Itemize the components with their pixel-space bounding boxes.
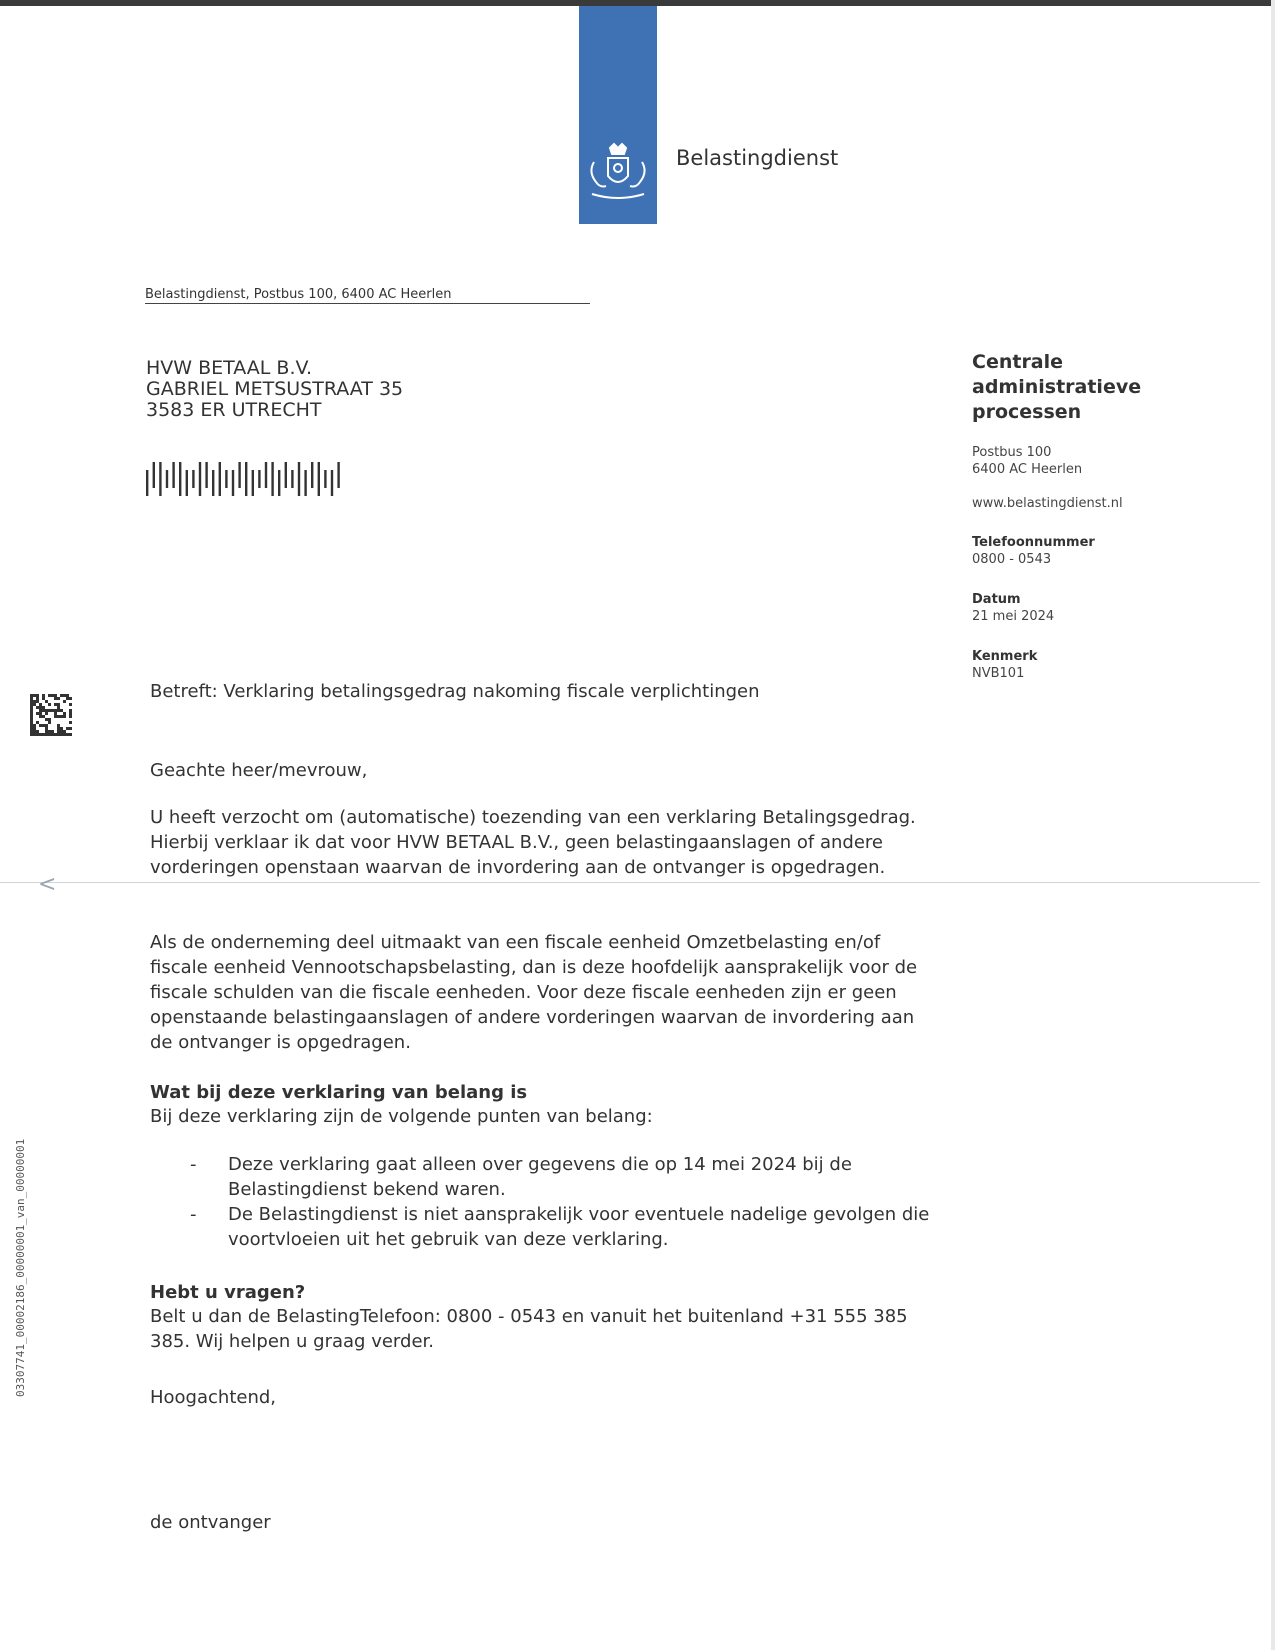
- datamatrix-cell: [33, 700, 36, 703]
- barcode-bar: [331, 470, 333, 496]
- datamatrix-cell: [66, 697, 69, 700]
- reference-block: [972, 648, 1037, 682]
- datamatrix-cell: [60, 694, 63, 697]
- datamatrix-cell: [39, 715, 42, 718]
- barcode-bar: [179, 462, 181, 496]
- datamatrix-cell: [36, 730, 39, 733]
- department-line-3: processen: [972, 401, 1082, 423]
- date-block: [972, 591, 1054, 625]
- datamatrix-cell: [42, 694, 45, 697]
- datamatrix-cell: [54, 697, 57, 700]
- barcode-bar: [304, 470, 306, 496]
- date-label: Datum: [972, 592, 1021, 607]
- datamatrix-cell: [39, 706, 42, 709]
- phone-value: 0800 - 0543: [972, 552, 1052, 567]
- datamatrix-cell: [63, 694, 66, 697]
- recipient-name: HVW BETAAL B.V.: [146, 357, 313, 379]
- datamatrix-cell: [42, 724, 45, 727]
- barcode-bar: [298, 462, 300, 496]
- barcode-bar: [318, 462, 320, 496]
- datamatrix-cell: [57, 709, 60, 712]
- letter-paragraph-2: Als de onderneming deel uitmaakt van een fiscale eenheid Omzetbelasting en/of fiscale eenheid Vennootschapsbelasting, dan is deze hoofdelijk aansprakelijk voor de fiscale schulden van die fiscale eenheden. Voor deze fiscale eenheden zijn er geen openstaande belastingaanslagen of andere vorderingen waarvan de invordering aan de ontvanger is opgedragen.: [150, 932, 918, 1053]
- datamatrix-cell: [69, 727, 72, 730]
- barcode-bar: [285, 462, 287, 488]
- datamatrix-cell: [57, 727, 60, 730]
- datamatrix-cell: [57, 697, 60, 700]
- datamatrix-cell: [45, 700, 48, 703]
- datamatrix-cell: [66, 733, 69, 736]
- sender-city: 6400 AC Heerlen: [972, 462, 1083, 477]
- datamatrix-cell: [54, 712, 57, 715]
- scan-right-edge: [1271, 0, 1275, 1650]
- datamatrix-cell: [57, 706, 60, 709]
- datamatrix-cell: [69, 703, 72, 706]
- datamatrix-cell: [54, 709, 57, 712]
- letter-closing: Hoogachtend,: [150, 1387, 277, 1408]
- datamatrix-cell: [42, 733, 45, 736]
- list-item: [150, 1202, 940, 1252]
- barcode-bar: [199, 462, 201, 496]
- datamatrix-cell: [39, 724, 42, 727]
- datamatrix-cell: [51, 733, 54, 736]
- datamatrix-cell: [48, 733, 51, 736]
- datamatrix-cell: [63, 712, 66, 715]
- datamatrix-cell: [63, 730, 66, 733]
- datamatrix-cell: [42, 697, 45, 700]
- datamatrix-cell: [36, 706, 39, 709]
- section-heading-questions: Hebt u vragen?: [150, 1282, 306, 1303]
- datamatrix-cell: [39, 712, 42, 715]
- list-item-text: De Belastingdienst is niet aansprakelijk voor eventuele nadelige gevolgen die voortvloeien uit het gebruik van deze verklaring.: [228, 1204, 930, 1250]
- barcode-bar: [205, 462, 207, 488]
- recipient-street: GABRIEL METSUSTRAAT 35: [146, 378, 404, 400]
- datamatrix-cell: [42, 706, 45, 709]
- datamatrix-cell: [54, 703, 57, 706]
- datamatrix-cell: [69, 733, 72, 736]
- barcode-bar: [232, 470, 234, 496]
- barcode-bar: [252, 470, 254, 496]
- section-intro-importance: Bij deze verklaring zijn de volgende punten van belang:: [150, 1106, 653, 1127]
- barcode-bar: [219, 462, 221, 496]
- reference-value: NVB101: [972, 666, 1025, 681]
- datamatrix-cell: [33, 724, 36, 727]
- datamatrix-cell: [48, 730, 51, 733]
- barcode-bar: [192, 470, 194, 488]
- barcode-bar: [186, 470, 188, 496]
- recipient-city: 3583 ER UTRECHT: [146, 399, 322, 421]
- barcode-bar: [291, 470, 293, 488]
- datamatrix-cell: [33, 694, 36, 697]
- datamatrix-cell: [30, 703, 33, 706]
- datamatrix-cell: [60, 709, 63, 712]
- datamatrix-cell: [60, 715, 63, 718]
- datamatrix-cell: [33, 730, 36, 733]
- datamatrix-cell: [39, 703, 42, 706]
- barcode-bar: [258, 470, 260, 488]
- sender-department: [972, 350, 1141, 425]
- datamatrix-cell: [42, 715, 45, 718]
- letter-paragraph-1: U heeft verzocht om (automatische) toezending van een verklaring Betalingsgedrag. Hierbij verklaar ik dat voor HVW BETAAL B.V., geen belastingaanslagen of andere vorderingen openstaan waarvan de invordering aan de ontvanger is opgedragen.: [150, 807, 916, 878]
- datamatrix-cell: [33, 727, 36, 730]
- datamatrix-cell: [36, 712, 39, 715]
- barcode-bar: [166, 470, 168, 488]
- datamatrix-cell: [57, 703, 60, 706]
- barcode-bar: [324, 470, 326, 488]
- phone-block: [972, 534, 1095, 568]
- datamatrix-cell: [39, 733, 42, 736]
- datamatrix-cell: [36, 694, 39, 697]
- datamatrix-cell: [45, 718, 48, 721]
- return-address-divider: [145, 303, 590, 304]
- datamatrix-cell: [45, 727, 48, 730]
- datamatrix-cell: [36, 700, 39, 703]
- list-item: [150, 1152, 940, 1202]
- bullet-dash: -: [190, 1154, 197, 1175]
- department-line-1: Centrale: [972, 351, 1064, 373]
- datamatrix-cell: [57, 733, 60, 736]
- datamatrix-cell: [33, 733, 36, 736]
- crest-icon: [584, 142, 652, 206]
- document-side-id: 03307741_00002186_00000001_van_00000001: [14, 1138, 27, 1397]
- datamatrix-cell: [30, 715, 33, 718]
- datamatrix-cell: [30, 724, 33, 727]
- barcode-bar: [245, 462, 247, 496]
- datamatrix-cell: [63, 733, 66, 736]
- section-heading-importance: Wat bij deze verklaring van belang is: [150, 1082, 528, 1103]
- datamatrix-cell: [54, 715, 57, 718]
- datamatrix-cell: [54, 694, 57, 697]
- datamatrix-cell: [45, 733, 48, 736]
- barcode-bar: [265, 462, 267, 488]
- fold-line: [0, 882, 1260, 883]
- datamatrix-cell: [60, 733, 63, 736]
- barcode-bar: [159, 462, 161, 496]
- datamatrix-cell: [57, 715, 60, 718]
- barcode-bar: [271, 462, 273, 496]
- datamatrix-cell: [30, 709, 33, 712]
- importance-list: [150, 1152, 940, 1252]
- datamatrix-cell: [42, 709, 45, 712]
- datamatrix-cell: [69, 709, 72, 712]
- datamatrix-cell: [63, 715, 66, 718]
- datamatrix-cell: [30, 721, 33, 724]
- datamatrix-cell: [45, 724, 48, 727]
- brand-name: Belastingdienst: [676, 146, 839, 170]
- letter-subject: Betreft: Verklaring betalingsgedrag nakoming fiscale verplichtingen: [150, 681, 760, 702]
- datamatrix-cell: [36, 697, 39, 700]
- barcode-bar: [153, 462, 155, 488]
- phone-label: Telefoonnummer: [972, 535, 1095, 550]
- barcode-bar: [172, 462, 174, 488]
- datamatrix-cell: [45, 712, 48, 715]
- datamatrix-cell: [48, 721, 51, 724]
- sender-postal-address: [972, 444, 1082, 478]
- barcode-bar: [225, 470, 227, 488]
- datamatrix-cell: [69, 712, 72, 715]
- datamatrix-cell: [48, 703, 51, 706]
- datamatrix-cell: [30, 733, 33, 736]
- sender-postbus: Postbus 100: [972, 445, 1052, 460]
- datamatrix-cell: [30, 706, 33, 709]
- datamatrix-cell: [51, 694, 54, 697]
- datamatrix-cell: [54, 733, 57, 736]
- barcode-bar: [212, 470, 214, 496]
- datamatrix-cell: [30, 712, 33, 715]
- letter-signature: de ontvanger: [150, 1512, 271, 1533]
- datamatrix-cell: [60, 727, 63, 730]
- sender-website: www.belastingdienst.nl: [972, 496, 1123, 511]
- datamatrix-cell: [60, 730, 63, 733]
- department-line-2: administratieve: [972, 376, 1142, 398]
- reference-label: Kenmerk: [972, 649, 1038, 664]
- datamatrix-cell: [30, 697, 33, 700]
- barcode-bar: [238, 462, 240, 488]
- datamatrix-cell: [66, 694, 69, 697]
- datamatrix-cell: [39, 709, 42, 712]
- bullet-dash: -: [190, 1204, 197, 1225]
- barcode-bar: [311, 462, 313, 488]
- barcode-bar: [146, 470, 148, 496]
- datamatrix-cell: [36, 721, 39, 724]
- datamatrix-cell: [45, 709, 48, 712]
- datamatrix-cell: [66, 727, 69, 730]
- datamatrix-cell: [57, 730, 60, 733]
- return-address: Belastingdienst, Postbus 100, 6400 AC Heerlen: [145, 287, 452, 302]
- date-value: 21 mei 2024: [972, 609, 1055, 624]
- list-item-text: Deze verklaring gaat alleen over gegevens die op 14 mei 2024 bij de Belastingdienst bekend waren.: [228, 1154, 852, 1200]
- datamatrix-cell: [30, 694, 33, 697]
- postal-barcode: [146, 462, 346, 496]
- recipient-address: [146, 358, 403, 421]
- datamatrix-cell: [69, 697, 72, 700]
- datamatrix-cell: [30, 718, 33, 721]
- datamatrix-cell: [36, 733, 39, 736]
- letter-salutation: Geachte heer/mevrouw,: [150, 760, 368, 781]
- datamatrix-cell: [63, 700, 66, 703]
- datamatrix-cell: [48, 718, 51, 721]
- barcode-bar: [337, 462, 339, 488]
- datamatrix-cell: [48, 709, 51, 712]
- barcode-bar: [278, 470, 280, 496]
- datamatrix-cell: [30, 730, 33, 733]
- datamatrix-cell: [69, 721, 72, 724]
- datamatrix-cell: [45, 730, 48, 733]
- datamatrix-cell: [69, 715, 72, 718]
- datamatrix-cell: [33, 703, 36, 706]
- datamatrix-code: [30, 694, 72, 736]
- datamatrix-cell: [57, 724, 60, 727]
- datamatrix-cell: [30, 727, 33, 730]
- datamatrix-cell: [48, 694, 51, 697]
- datamatrix-cell: [51, 709, 54, 712]
- fold-mark-icon: <: [38, 872, 57, 897]
- datamatrix-cell: [51, 730, 54, 733]
- datamatrix-cell: [30, 700, 33, 703]
- contact-paragraph: Belt u dan de BelastingTelefoon: 0800 - 0543 en vanuit het buitenland +31 555 385 385. Wij helpen u graag verder.: [150, 1306, 908, 1352]
